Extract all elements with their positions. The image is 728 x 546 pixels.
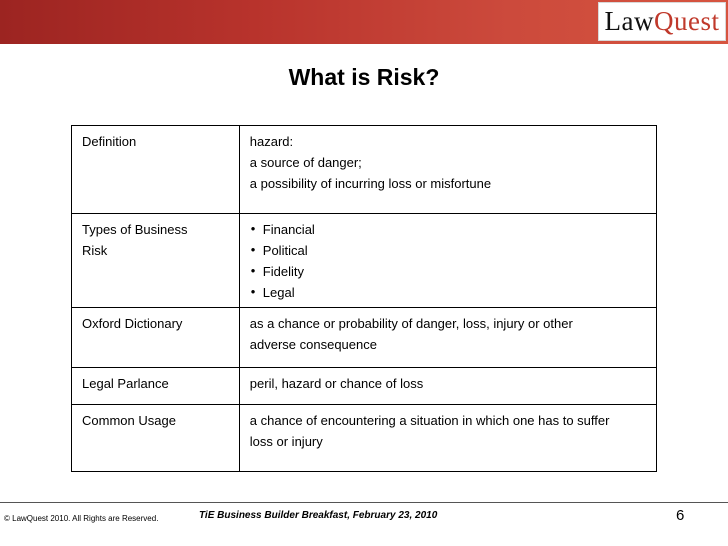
description-line: adverse consequence (249, 337, 377, 352)
copyright-notice: © LawQuest 2010. All Rights are Reserved. (4, 514, 159, 523)
page-number: 6 (676, 507, 685, 524)
list-item: • Political (250, 240, 646, 261)
logo-text-law: Law (604, 6, 654, 36)
term-text: Types of Business (82, 222, 188, 237)
description-line: a possibility of incurring loss or misfortune (249, 176, 492, 191)
description-line: a chance of encountering a situation in which one has to suffer (249, 413, 610, 428)
term-cell (72, 368, 240, 405)
table-row (72, 126, 657, 214)
description-cell (239, 308, 656, 368)
table-row (72, 308, 657, 368)
description-cell (239, 405, 656, 472)
slide-title: What is Risk? (288, 64, 440, 90)
term-text: Definition (82, 134, 137, 149)
table-row (72, 368, 657, 405)
description-cell (239, 126, 656, 214)
term-text: Legal Parlance (82, 376, 169, 391)
term-cell (72, 405, 240, 472)
term-cell (72, 214, 240, 308)
lawquest-logo (598, 2, 726, 41)
description-line: as a chance or probability of danger, loss, injury or other (249, 316, 573, 331)
table-row (72, 214, 657, 308)
description-line: hazard: (249, 134, 294, 149)
list-item: • Legal (250, 282, 646, 303)
description-line: peril, hazard or chance of loss (249, 376, 424, 391)
footer-divider (0, 502, 728, 503)
term-text: Risk (82, 243, 108, 258)
description-line: loss or injury (249, 434, 323, 449)
list-item: • Financial (250, 219, 646, 240)
list-item: • Fidelity (250, 261, 646, 282)
header-bar (0, 0, 728, 44)
term-cell (72, 126, 240, 214)
risk-table (71, 125, 657, 472)
term-cell (72, 308, 240, 368)
risk-type-list (250, 219, 646, 303)
event-caption: TiE Business Builder Breakfast, February 23, 2010 (199, 510, 438, 521)
description-cell (239, 368, 656, 405)
table-row (72, 405, 657, 472)
term-text: Oxford Dictionary (82, 316, 183, 331)
term-text: Common Usage (82, 413, 176, 428)
description-line: a source of danger; (249, 155, 362, 170)
description-cell (239, 214, 656, 308)
logo-text-quest: Quest (653, 6, 720, 36)
